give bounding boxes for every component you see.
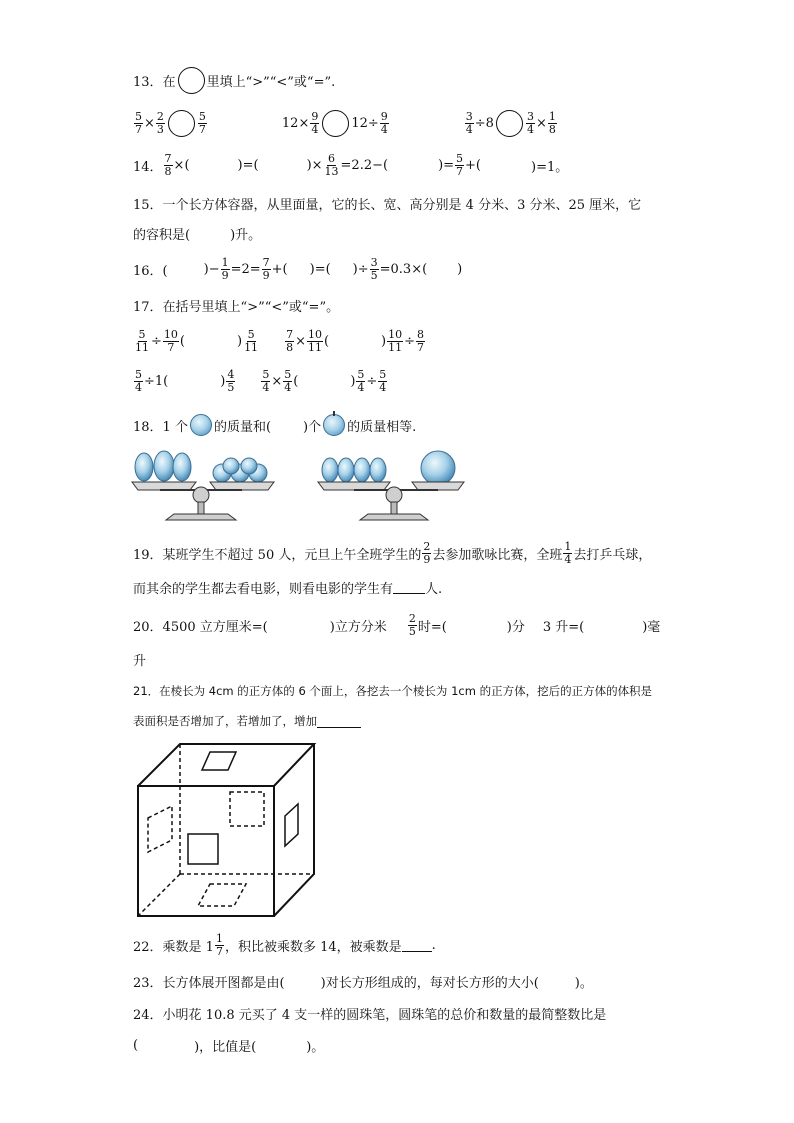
pear-icon: [354, 458, 370, 482]
question-24-line-1: 24．小明花 10.8 元买了 4 支一样的圆珠笔，圆珠笔的总价和数量的最简整数比是: [133, 1007, 607, 1023]
answer-circle-icon: [178, 67, 205, 94]
question-13-title: 13． 在 里填上“>”“<”或“=”.: [133, 66, 335, 94]
compare-circle-3[interactable]: [496, 110, 523, 137]
hole-squares: [188, 752, 298, 864]
question-21-line-2: 表面积是否增加了，若增加了，增加: [133, 710, 361, 732]
question-17-row-1: $\frac{5}{11}$ ÷ $\frac{10}{7}$ ( ) $\frac{5}{11}$ $\frac{7}{8}$ × $\frac{10}{11}$ ( ) $\frac{10}{11}$ ÷ $\frac{8}{7}$: [135, 327, 425, 354]
question-19-line-1: 19．某班学生不超过 50 人，元旦上午全班学生的 $\frac{2}{9}$ 去参加歌咏比赛，全班 $\frac{1}{4}$ 去打乒乓球，: [133, 539, 652, 566]
answer-blank[interactable]: [317, 714, 361, 728]
pear-icon: [135, 453, 153, 481]
question-19-line-2: 而其余的学生都去看电影，则看电影的学生有 人.: [133, 581, 443, 597]
cube-figure: [130, 740, 330, 922]
apple-icon: [241, 458, 257, 474]
question-24-line-2: ( )，比值是( )。: [133, 1037, 325, 1055]
question-21-line-1: 21．在棱长为 4cm 的正方体的 6 个面上，各挖去一个棱长为 1cm 的正方体，挖后的正方体的体积是: [133, 684, 653, 698]
question-18: 18．1 个 的质量和( )个 的质量相等.: [133, 412, 416, 438]
apple-fruit-icon: [323, 414, 345, 436]
balance-scale-2: [318, 451, 464, 520]
question-17-title: 17．在括号里填上“>”“<”或“=”。: [133, 299, 340, 315]
question-14: 14． $\frac{7}{8}$ ×( )=( )× $\frac{6}{13}$ =2.2−( )= $\frac{5}{7}$ +( )=1。: [133, 151, 569, 178]
orange-icon: [421, 451, 455, 485]
pear-icon: [322, 458, 338, 482]
answer-blank[interactable]: [393, 580, 425, 594]
balance-scale-1: [132, 451, 274, 520]
answer-blank[interactable]: [402, 938, 432, 952]
compare-circle-2[interactable]: [322, 110, 349, 137]
pear-icon: [154, 451, 174, 481]
apple-icon: [223, 458, 239, 474]
pear-icon: [338, 458, 354, 482]
question-23: 23．长方体展开图都是由( )对长方形组成的，每对长方形的大小( )。: [133, 975, 593, 991]
question-22: 22．乘数是 1 $\frac{1}{7}$ ，积比被乘数多 14，被乘数是 .: [133, 931, 436, 958]
question-13-expressions: $\frac{5}{7}$ × $\frac{2}{3}$ $\frac{5}{7}$ 12× $\frac{9}{4}$ 12÷ $\frac{9}{4}$ $\frac{3}{4}$ ÷8 $\frac{3}{4}$ × $\frac{1}{8}$: [135, 109, 556, 136]
question-16: 16．( )− $\frac{1}{9}$ =2= $\frac{7}{9}$ +( )=( )÷ $\frac{3}{5}$ =0.3×( ): [133, 255, 463, 282]
question-15-line-2: 的容积是( )升。: [133, 227, 262, 243]
orange-fruit-icon: [190, 414, 212, 436]
compare-circle-1[interactable]: [168, 110, 195, 137]
question-15-line-1: 15．一个长方体容器，从里面量，它的长、宽、高分别是 4 分米、3 分米、25 厘米，它: [133, 197, 642, 213]
balance-scales-figure: [130, 442, 470, 524]
pear-icon: [370, 458, 386, 482]
pear-icon: [173, 453, 191, 481]
question-17-row-2: $\frac{5}{4}$ ÷1( ) $\frac{4}{5}$ $\frac{5}{4}$ × $\frac{5}{4}$ ( ) $\frac{5}{4}$ ÷ $\frac{5}{4}$: [135, 367, 387, 394]
question-20-line-2: 升: [133, 653, 147, 669]
question-20: 20．4500 立方厘米=( )立方分米 $\frac{2}{5}$ 时=( )分 3 升=( )毫: [133, 611, 661, 638]
